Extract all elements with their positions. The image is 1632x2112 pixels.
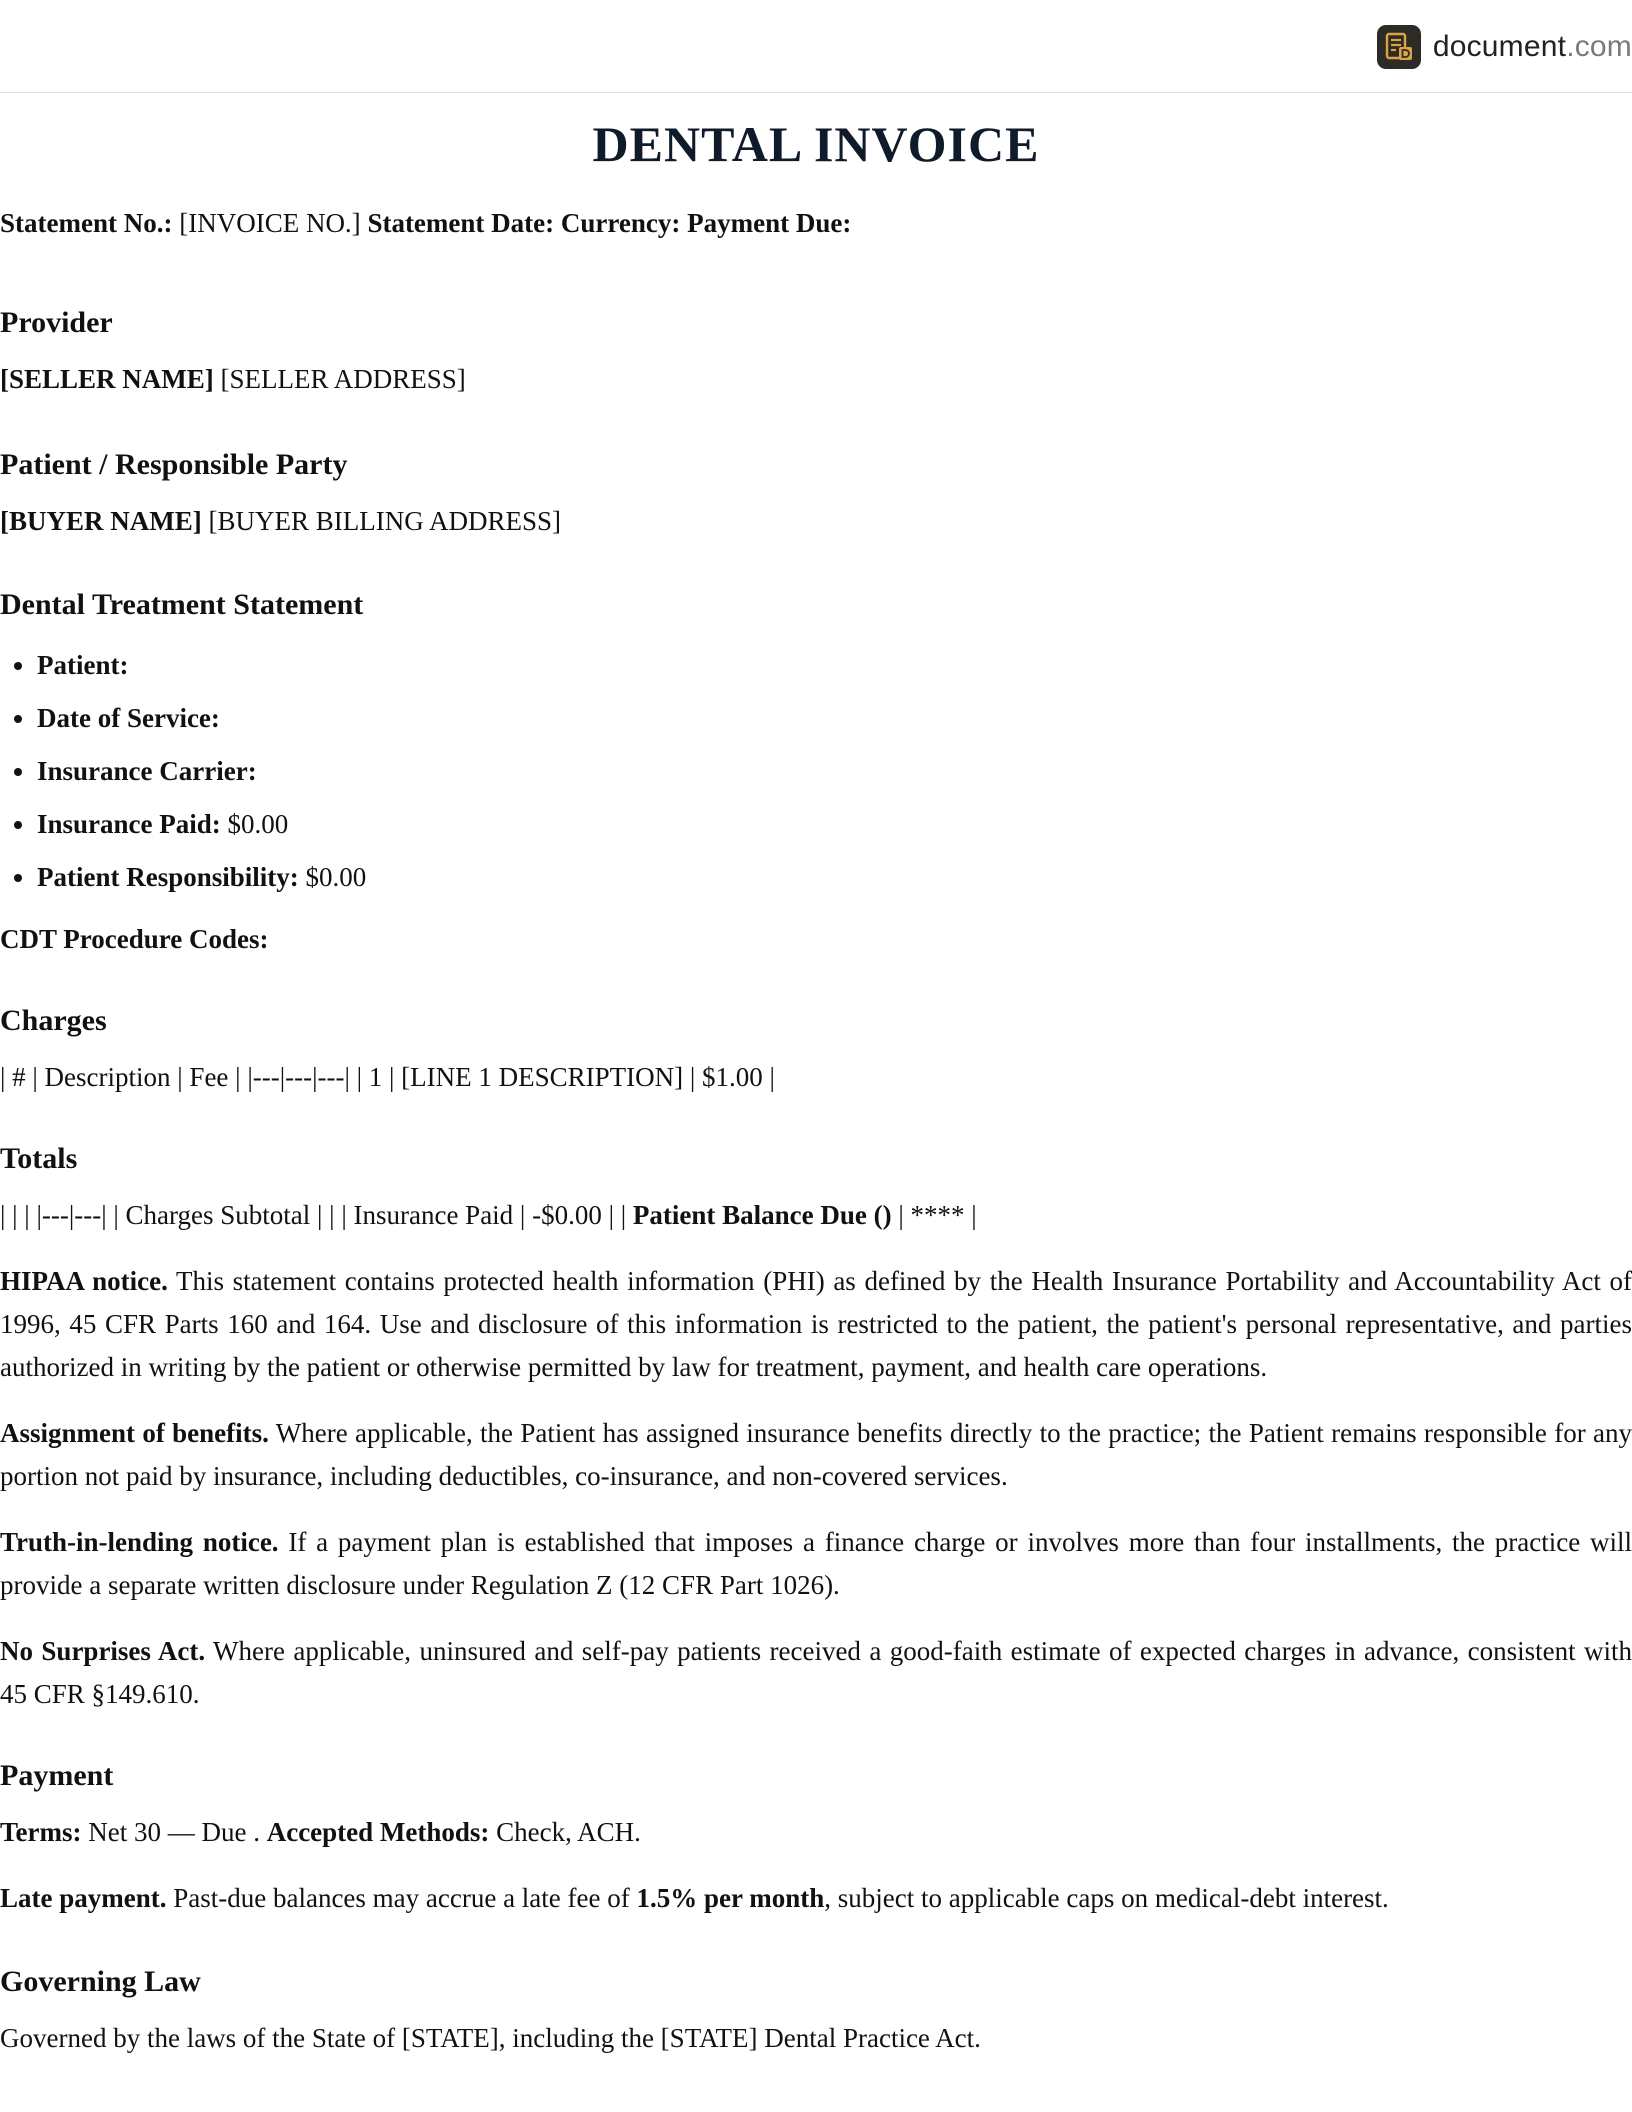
- statement-no-value: [INVOICE NO.]: [179, 208, 361, 238]
- treatment-facts-list: [0, 639, 1632, 904]
- statement-date-label: Statement Date:: [367, 208, 555, 238]
- list-item: • Patient:: [37, 639, 1632, 692]
- charges-heading: Charges: [0, 1004, 107, 1037]
- cdt-label: CDT Procedure Codes:: [0, 924, 269, 954]
- provider-heading: Provider: [0, 306, 113, 339]
- totals-table-text: | | | |---|---| | Charges Subtotal | | | Insurance Paid | -$0.00 | | Patient Balance Due () | **** |: [0, 1200, 977, 1230]
- statement-no-label: Statement No.:: [0, 208, 173, 238]
- brand-name: document.com: [1432, 30, 1632, 63]
- patient-party-details: [0, 500, 1632, 543]
- governing-law-text: Governed by the laws of the State of [STATE], including the [STATE] Dental Practice Act.: [0, 2023, 981, 2053]
- patient-party-name: [BUYER NAME]: [0, 506, 202, 536]
- document-body: [0, 92, 1632, 2060]
- list-item: • Insurance Paid: $0.00: [37, 798, 1632, 851]
- charges-table-text: | # | Description | Fee | |---|---|---| | 1 | [LINE 1 DESCRIPTION] | $1.00 |: [0, 1062, 775, 1092]
- payment-due-label: Payment Due:: [687, 208, 852, 238]
- list-item: • Patient Responsibility: $0.00: [37, 851, 1632, 904]
- governing-law-heading: Governing Law: [0, 1965, 201, 1998]
- brand-logo[interactable]: [1377, 23, 1632, 71]
- patient-party-address: [BUYER BILLING ADDRESS]: [208, 506, 562, 536]
- top-bar: [0, 0, 1632, 93]
- list-item: • Insurance Carrier:: [37, 745, 1632, 798]
- document-logo-icon: [1377, 25, 1421, 69]
- no-surprises-act: No Surprises Act. Where applicable, uninsured and self-pay patients received a good-faith estimate of expected charges in advance, consistent with 45 CFR §149.610.: [0, 1636, 1632, 1709]
- provider-address: [SELLER ADDRESS]: [220, 364, 466, 394]
- statement-meta: [0, 202, 1632, 245]
- patient-party-heading: Patient / Responsible Party: [0, 448, 348, 481]
- late-payment: Late payment. Past-due balances may accrue a late fee of 1.5% per month, subject to applicable caps on medical-debt interest.: [0, 1883, 1389, 1913]
- hipaa-notice: HIPAA notice. This statement contains protected health information (PHI) as defined by the Health Insurance Portability and Accountability Act of 1996, 45 CFR Parts 160 and 164. Use and disclosure of this information is restricted to the patient, the patient's personal representative, and parties authorized in writing by the patient or otherwise permitted by law for treatment, payment, and health care operations.: [0, 1266, 1632, 1382]
- page-title: DENTAL INVOICE: [592, 116, 1040, 172]
- list-item: • Date of Service:: [37, 692, 1632, 745]
- truth-in-lending-notice: Truth-in-lending notice. If a payment plan is established that imposes a finance charge or involves more than four installments, the practice will provide a separate written disclosure under Regulation Z (12 CFR Part 1026).: [0, 1527, 1632, 1600]
- assignment-of-benefits: Assignment of benefits. Where applicable, the Patient has assigned insurance benefits directly to the practice; the Patient remains responsible for any portion not paid by insurance, including deductibles, co-insurance, and non-covered services.: [0, 1418, 1632, 1491]
- provider-name: [SELLER NAME]: [0, 364, 214, 394]
- treatment-heading: Dental Treatment Statement: [0, 588, 364, 621]
- balance-due-label: Patient Balance Due (): [632, 1200, 892, 1230]
- payment-heading: Payment: [0, 1759, 114, 1792]
- provider-details: [0, 358, 1632, 401]
- currency-label: Currency:: [560, 208, 681, 238]
- cdt-codes: [0, 918, 1632, 961]
- payment-terms: Terms: Net 30 — Due . Accepted Methods: Check, ACH.: [0, 1817, 641, 1847]
- totals-heading: Totals: [0, 1142, 78, 1175]
